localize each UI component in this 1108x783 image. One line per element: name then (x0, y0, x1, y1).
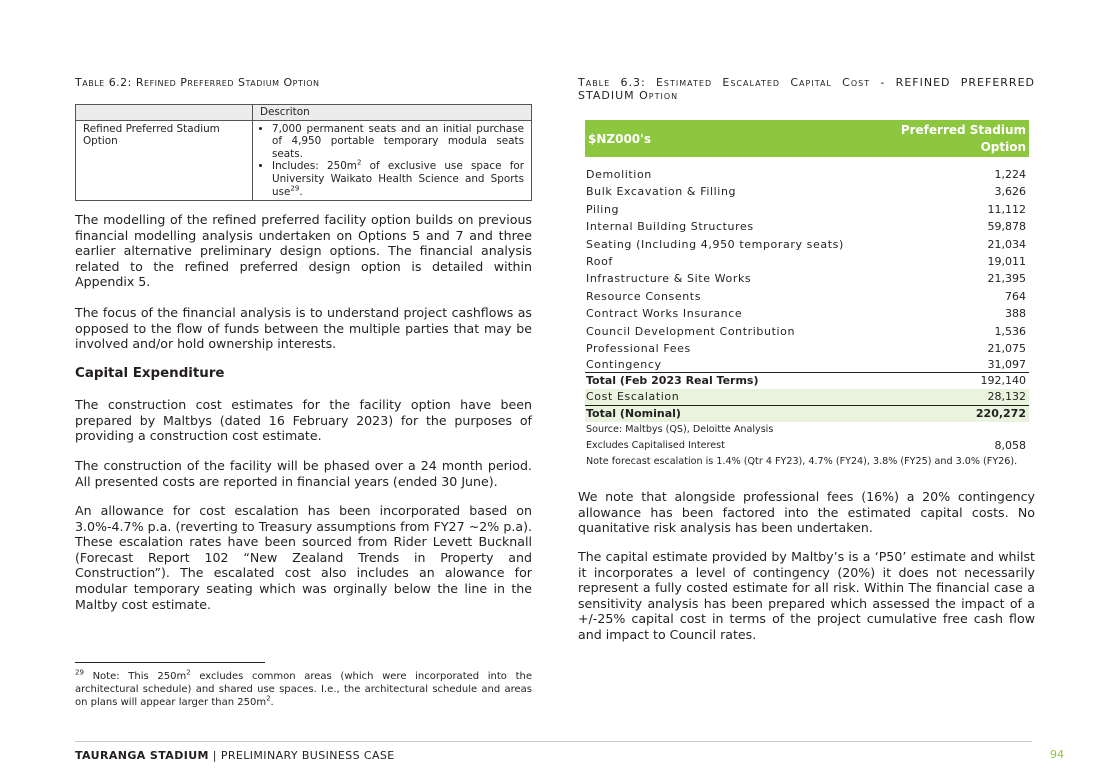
paragraph-focus: The focus of the financial analysis is to understand project cashflows as opposed to the flow of funds between the multiple parties that may be involved and/or hold ownership interests. (75, 305, 532, 352)
paragraph-escalation: An allowance for cost escalation has been incorporated based on 3.0%-4.7% p.a. (reverting to Treasury assumptions from FY27 ~2% p.a). These escalation rates have been sourced from Rider Levett Bucknall (Forecast Report 102 “New Zealand Trends in Property and Construction”). The escalated cost also includes an alowance for modular temporary seating which was orginally below the line in the Maltby cost estimate. (75, 503, 532, 612)
table-6-3-caption: Table 6.3: Estimated Escalated Capital Cost - REFINED PREFERRED STADIUM Option (578, 76, 1035, 102)
header-currency: $NZ000's (588, 132, 651, 146)
footnote-29: $^{29}$ Note: This $250m^2$ excludes common areas (which were incorporated into the architectural schedule) and shared use spaces. I.e., the architectural schedule and areas on plans will appear larger than $250m^2$. (75, 668, 532, 708)
cost-row: Seating (Including 4,950 temporary seats) 21,034 (586, 237, 1026, 251)
cost-row: Demolition 1,224 (586, 168, 1026, 181)
cost-row: Piling 11,112 (586, 202, 1026, 216)
paragraph-p50-estimate: The capital estimate provided by Maltby’s is a ‘P50’ estimate and whilst it incorporates a level of contingency (20%) it does not necessarily represent a fully costed estimate for all risk. Within The financial case a sensitivity analysis has been prepared which assessed the impact of a +/-25% capital cost in terms of the project cumulative free cash flow and impact to Council rates. (578, 549, 1035, 642)
capitalised-interest-row: Excludes Capitalised Interest 8,058 (586, 439, 1026, 453)
paragraph-contingency: We note that alongside professional fees (16%) a 20% contingency allowance has been factored into the estimated capital costs. No quanitative risk analysis has been undertaken. (578, 489, 1035, 536)
cost-row: Professional Fees 21,075 (586, 341, 1026, 355)
cost-row: Resource Consents 764 (586, 289, 1026, 303)
cost-table-header (585, 120, 1029, 157)
cost-row: Infrastructure & Site Works 21,395 (586, 272, 1026, 286)
table-header-description: Descriton (253, 105, 532, 121)
cost-row: Council Development Contribution 1,536 (586, 324, 1026, 338)
cost-row: Contingency 31,097 (585, 357, 1029, 373)
table-header-blank (76, 105, 253, 121)
cost-row: Bulk Excavation & Filling 3,626 (586, 185, 1026, 199)
cost-escalation-row: Cost Escalation 28,132 (585, 389, 1029, 406)
capital-cost-table (585, 120, 1029, 471)
header-option: Preferred Stadium Option (900, 123, 1026, 154)
table-6-2-caption: Table 6.2: Refined Preferred Stadium Option (75, 76, 320, 89)
footnote-rule (75, 662, 265, 663)
total-real-row: Total (Feb 2023 Real Terms) 192,140 (586, 374, 1026, 388)
cost-row: Roof 19,011 (586, 254, 1026, 268)
cost-row: Internal Building Structures 59,878 (586, 220, 1026, 234)
table-6-2 (75, 104, 532, 201)
paragraph-construction-estimates: The construction cost estimates for the facility option have been prepared by Maltbys (dated 16 February 2023) for the purposes of providing a construction cost estimate. (75, 397, 532, 444)
bullet-seats: • 7,000 permanent seats and an initial purchase of 4,950 portable temporary modula seats seats. (272, 123, 524, 161)
total-nominal-row: Total (Nominal) 220,272 (585, 406, 1029, 422)
paragraph-phasing: The construction of the facility will be phased over a 24 month period. All presented costs are reported in financial years (ended 30 June). (75, 458, 532, 489)
page-number: 94 (1050, 748, 1064, 761)
escalation-note: Note forecast escalation is 1.4% (Qtr 4 FY23), 4.7% (FY24), 3.8% (FY25) and 3.0% (FY26). (586, 456, 1018, 468)
option-label: Refined Preferred Stadium Option (76, 120, 253, 201)
heading-capital-expenditure: Capital Expenditure (75, 366, 225, 381)
paragraph-modelling: The modelling of the refined preferred facility option builds on previous financial modelling analysis undertaken on Options 5 and 7 and three earlier alternative preliminary design options. The financial analysis related to the refined preferred design option is detailed within Appendix 5. (75, 212, 532, 290)
option-description (253, 120, 532, 201)
cost-row: Contract Works Insurance 388 (586, 307, 1026, 321)
footer-title: TAURANGA STADIUM | PRELIMINARY BUSINESS CASE (75, 749, 395, 762)
bullet-space: • Includes: $250m^2$ of exclusive use space for University Waikato Health Science and Sports use$^{29}$. (272, 160, 524, 198)
source-note: Source: Maltbys (QS), Deloitte Analysis (586, 423, 774, 435)
footer-rule (75, 741, 1032, 742)
